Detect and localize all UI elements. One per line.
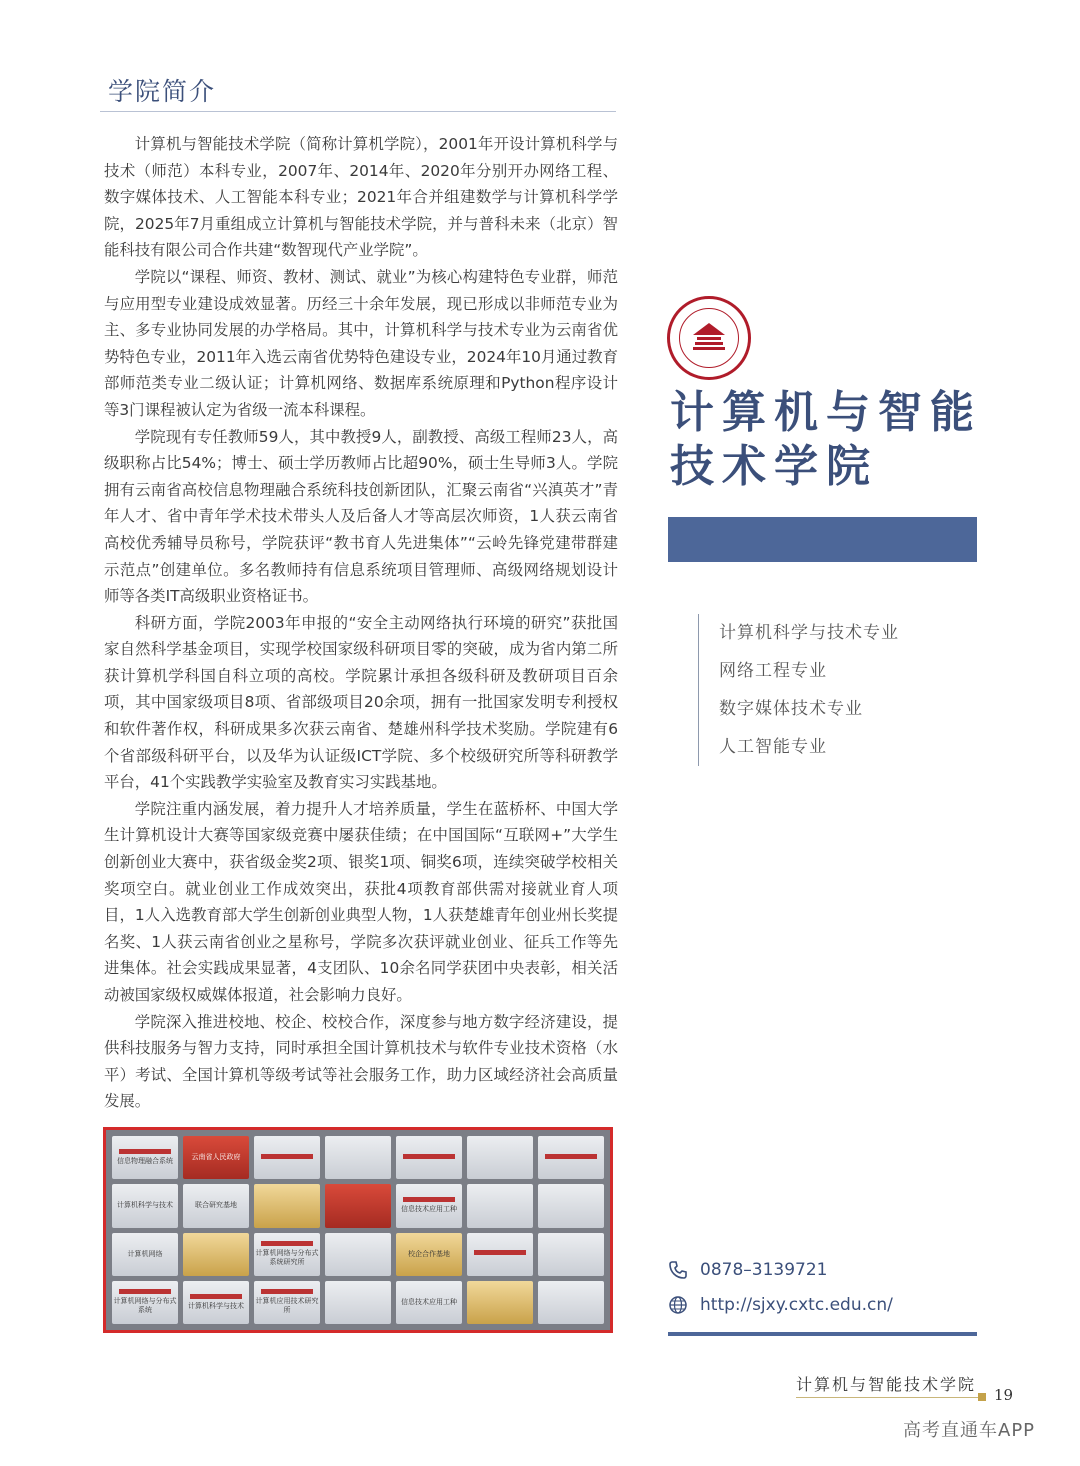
plaque: 计算机应用技术研究所 (254, 1281, 320, 1324)
plaque: 信息技术应用工种 (396, 1281, 462, 1324)
college-name-line: 计算机与智能 (670, 387, 982, 438)
contact-phone (668, 1252, 988, 1287)
footer-college-name: 计算机与智能技术学院 (796, 1375, 977, 1394)
intro-text (104, 131, 618, 1115)
plaque (467, 1233, 533, 1276)
plaque (467, 1136, 533, 1179)
plaque (538, 1233, 604, 1276)
plaque (325, 1281, 391, 1324)
plaque: 计算机网络 (112, 1233, 178, 1276)
plaque (538, 1281, 604, 1324)
plaque: 云南省人民政府 (183, 1136, 249, 1179)
section-title: 学院简介 (108, 77, 217, 106)
website-link[interactable]: http://sjxy.cxtc.edu.cn/ (700, 1294, 893, 1315)
college-seal-logo (667, 296, 751, 380)
plaque: 校企合作基地 (396, 1233, 462, 1276)
plaque: 计算机网络与分布式系统研究所 (254, 1233, 320, 1276)
plaque: 计算机科学与技术 (183, 1281, 249, 1324)
intro-paragraph: 学院深入推进校地、校企、校校合作，深度参与地方数字经济建设，提供科技服务与智力支持，同时承担全国计算机技术与软件专业技术资格（水平）考试、全国计算机等级考试等社会服务工作，助力区域经济社会高质量发展。 (104, 1012, 618, 1111)
phone-number: 0878–3139721 (700, 1259, 828, 1280)
plaque (325, 1184, 391, 1227)
intro-paragraph: 科研方面，学院2003年申报的“安全主动网络执行环境的研究”获批国家自然科学基金项目，实现学校国家级科研项目零的突破，成为省内第二所获计算机学科国自科立项的高校。学院累计承担各级科研及教研项目百余项，其中国家级项目8项、省部级项目20余项，拥有一批国家发明专利授权和软件著作权，科研成果多次获云南省、楚雄州科学技术奖励。学院建有6个省部级科研平台，以及华为认证级ICT学院、多个校级研究所等科研教学平台，41个实践教学实验室及教育实习实践基地。 (104, 613, 618, 792)
footer-marker (978, 1393, 986, 1401)
plaque (396, 1136, 462, 1179)
decorative-bar (668, 517, 977, 562)
list-item: 人工智能专业 (719, 737, 827, 757)
plaque (538, 1136, 604, 1179)
globe-icon (668, 1295, 688, 1315)
intro-paragraph: 学院注重内涵发展，着力提升人才培养质量，学生在蓝桥杯、中国大学生计算机设计大赛等国家级竞赛中屡获佳绩；在中国国际“互联网+”大学生创新创业大赛中，获省级金奖2项、银奖1项、铜奖6项，连续突破学校相关奖项空白。就业创业工作成效突出，获批4项教育部供需对接就业育人项目，1人入选教育部大学生创新创业典型人物，1人获楚雄青年创业州长奖提名奖、1人获云南省创业之星称号，学院多次获评就业创业、征兵工作等先进集体。社会实践成果显著，4支团队、10余名同学获团中央表彰，相关活动被国家级权威媒体报道，社会影响力良好。 (104, 799, 618, 1004)
plaque (254, 1184, 320, 1227)
contact-divider (668, 1332, 977, 1336)
list-item: 计算机科学与技术专业 (719, 623, 899, 643)
contact-info (668, 1252, 988, 1322)
plaque: 计算机网络与分布式系统 (112, 1281, 178, 1324)
major-list (698, 614, 1009, 766)
plaque (467, 1281, 533, 1324)
list-item: 数字媒体技术专业 (719, 699, 863, 719)
plaque (538, 1184, 604, 1227)
plaque (325, 1233, 391, 1276)
plaque-photo (103, 1127, 613, 1333)
seal-emblem-icon (689, 321, 729, 355)
intro-paragraph: 学院现有专任教师59人，其中教授9人，副教授、高级工程师23人，高级职称占比54%；博士、硕士学历教师占比超90%，硕士生导师3人。学院拥有云南省高校信息物理融合系统科技创新团队，汇聚云南省“兴滇英才”青年人才、省中青年学术技术带头人及后备人才等高层次师资，1人获云南省高校优秀辅导员称号，学院获评“教书育人先进集体”“云岭先锋党建带群建示范点”创建单位。多名教师持有信息系统项目管理师、高级网络规划设计师等各类IT高级职业资格证书。 (104, 427, 618, 606)
footer-divider (796, 1397, 986, 1398)
plaque: 信息技术应用工种 (396, 1184, 462, 1227)
plaque (467, 1184, 533, 1227)
title-divider (100, 111, 616, 112)
plaque (325, 1136, 391, 1179)
intro-paragraph: 计算机与智能技术学院（简称计算机学院），2001年开设计算机科学与技术（师范）本科专业，2007年、2014年、2020年分别开办网络工程、数字媒体技术、人工智能本科专业；2021年合并组建数学与计算机科学学院，2025年7月重组成立计算机与智能技术学院，并与普科未来（北京）智能科技有限公司合作共建“数智现代产业学院”。 (104, 135, 618, 260)
plaque: 信息物理融合系统 (112, 1136, 178, 1179)
plaque: 计算机科学与技术 (112, 1184, 178, 1227)
watermark: 高考直通车APP (903, 1420, 1036, 1441)
plaque (183, 1233, 249, 1276)
college-name-line: 技术学院 (670, 441, 878, 492)
contact-website (668, 1287, 988, 1322)
page-number: 19 (994, 1386, 1014, 1404)
intro-paragraph: 学院以“课程、师资、教材、测试、就业”为核心构建特色专业群，师范与应用型专业建设成效显著。历经三十余年发展，现已形成以非师范专业为主、多专业协同发展的办学格局。其中，计算机科学与技术专业为云南省优势特色专业，2011年入选云南省优势特色建设专业，2024年10月通过教育部师范类专业二级认证；计算机网络、数据库系统原理和Python程序设计等3门课程被认定为省级一流本科课程。 (104, 267, 618, 419)
plaque (254, 1136, 320, 1179)
college-name (670, 386, 990, 494)
list-item: 网络工程专业 (719, 661, 827, 681)
plaque: 联合研究基地 (183, 1184, 249, 1227)
phone-icon (668, 1260, 688, 1280)
